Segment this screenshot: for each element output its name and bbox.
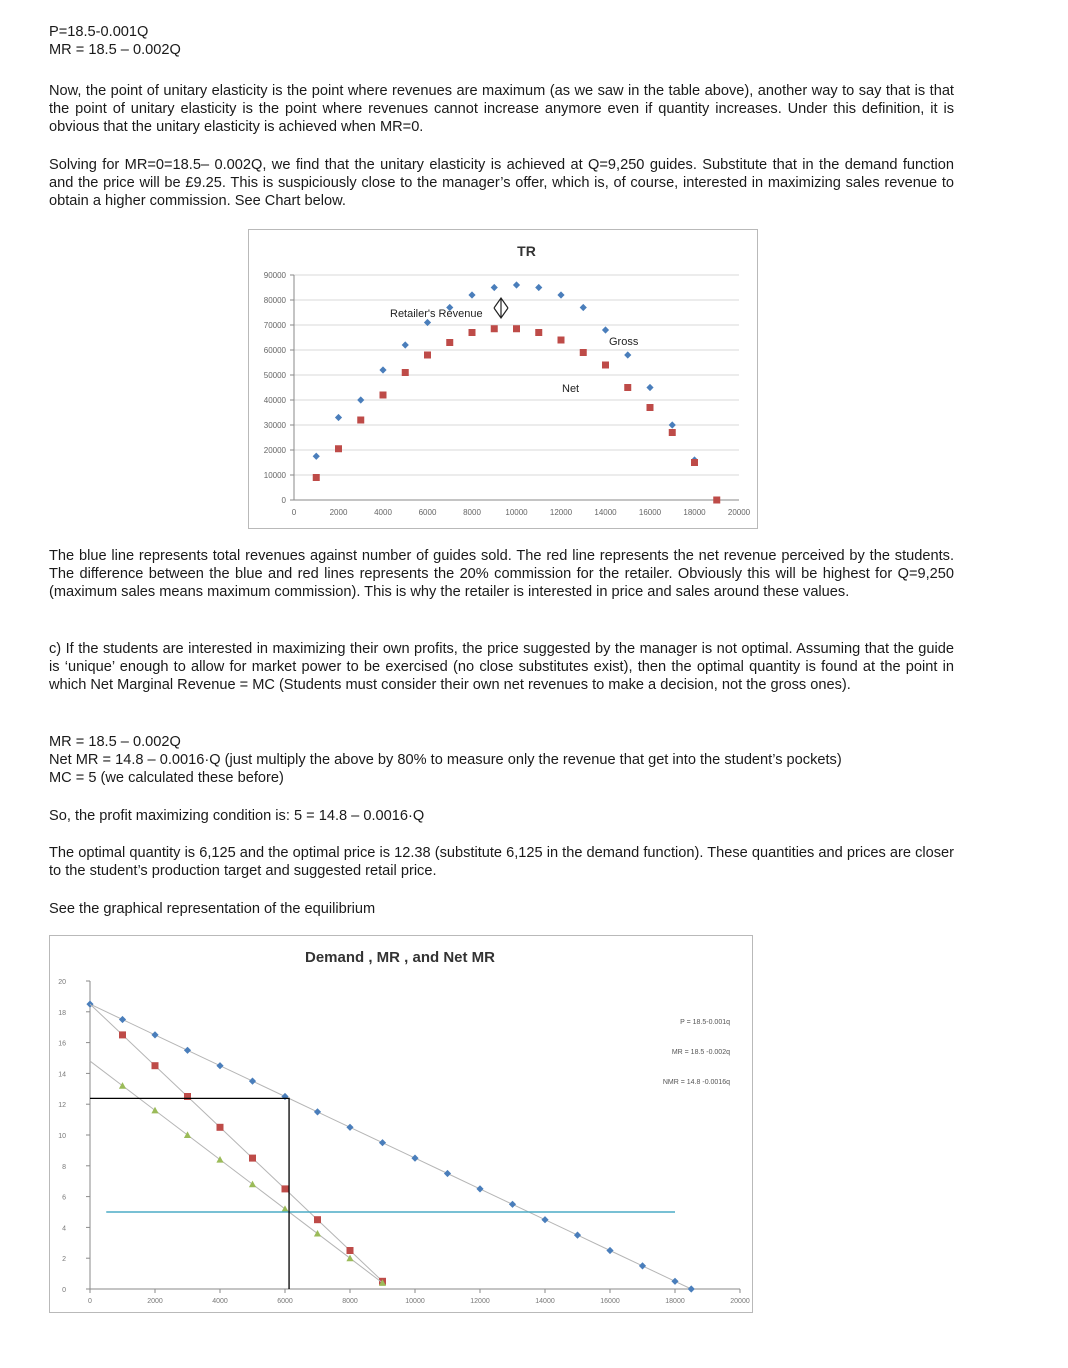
x-tick-label: 2000 xyxy=(147,1298,163,1305)
y-tick-label: 70000 xyxy=(263,321,286,330)
x-tick-label: 6000 xyxy=(418,508,437,517)
y-tick-label: 60000 xyxy=(263,346,286,355)
demand-point xyxy=(411,1155,418,1162)
y-tick-label: 14 xyxy=(58,1071,66,1079)
demand-equation: P=18.5-0.001Q xyxy=(49,24,149,40)
y-tick-label: 0 xyxy=(62,1287,66,1294)
paragraph-unitary-elasticity: Now, the point of unitary elasticity is the point where revenues are maximum (as we saw in the table above), another way to say that is that the point of unitary elasticity is the point where revenues cannot increase anymore even if quantity increases. Under this definition, it is obvious that the unitary elasticity is achieved when MR=0. xyxy=(49,83,954,136)
gross-point xyxy=(557,291,564,298)
x-tick-label: 18000 xyxy=(665,1298,685,1305)
gross-point xyxy=(535,284,542,291)
equilibrium-lines xyxy=(90,1098,289,1289)
net-point xyxy=(357,417,364,424)
gross-point xyxy=(379,366,386,373)
net-mr-line: Net MR = 14.8 – 0.0016·Q (just multiply the above by 80% to measure only the revenue that get into the student’s pockets) xyxy=(49,752,842,768)
net-point xyxy=(446,339,453,346)
net-point xyxy=(380,392,387,399)
gross-point xyxy=(402,341,409,348)
nmr-point xyxy=(119,1082,126,1089)
gross-point xyxy=(357,396,364,403)
mr-point xyxy=(119,1031,126,1038)
x-tick-label: 0 xyxy=(291,508,297,517)
x-tick-label: 20000 xyxy=(730,1298,750,1305)
demand-point xyxy=(574,1232,581,1239)
net-point xyxy=(313,474,320,481)
demand-point xyxy=(444,1170,451,1177)
nmr-point xyxy=(216,1156,223,1163)
double-arrow-icon xyxy=(494,298,508,318)
y-tick-label: 18 xyxy=(58,1009,66,1017)
y-tick-label: 0 xyxy=(281,496,286,505)
y-tick-label: 4 xyxy=(62,1225,66,1233)
mr-line xyxy=(90,1004,383,1281)
x-tick-label: 14000 xyxy=(594,508,617,517)
net-point xyxy=(424,352,431,359)
x-tick-label: 8000 xyxy=(463,508,481,517)
y-tick-label: 10000 xyxy=(263,471,286,480)
demand-point xyxy=(346,1124,353,1131)
x-tick-label: 0 xyxy=(88,1298,92,1305)
mr-point xyxy=(249,1155,256,1162)
x-tick-label: 2000 xyxy=(329,508,348,517)
x-tick-label: 4000 xyxy=(374,508,392,517)
legend-label: NMR = 14.8 -0.0016q xyxy=(662,1079,730,1086)
y-tick-label: 50000 xyxy=(263,371,286,380)
legend-label: P = 18.5-0.001q xyxy=(680,1019,730,1026)
profit-condition: So, the profit maximizing condition is: 5 = 14.8 – 0.0016·Q xyxy=(49,808,425,824)
nmr-point xyxy=(151,1107,158,1114)
annotation-net: Net xyxy=(562,383,580,395)
y-tick-label: 20000 xyxy=(263,446,286,455)
chart-title: Demand , MR , and Net MR xyxy=(304,949,496,966)
net-point xyxy=(580,349,587,356)
y-tick-label: 16 xyxy=(58,1040,66,1048)
nmr-point xyxy=(249,1181,256,1188)
y-tick-label: 30000 xyxy=(263,421,286,430)
y-tick-label: 2 xyxy=(62,1256,66,1264)
x-tick-label: 6000 xyxy=(277,1298,293,1305)
paragraph-solving-mr: Solving for MR=0=18.5– 0.002Q, we find that the unitary elasticity is achieved at Q=9,250 guides. Substitute that in the demand function and the price will be £9.25. This is suspiciously close to the manager’s offer, which is, of course, interested in maximizing sales revenue to obtain a higher commission. See Chart below. xyxy=(49,157,954,210)
demand-point xyxy=(281,1093,288,1100)
x-tick-label: 12000 xyxy=(470,1298,490,1305)
y-tick-label: 12 xyxy=(58,1102,66,1110)
gross-point xyxy=(513,281,520,288)
paragraph-blue-red-lines: The blue line represents total revenues against number of guides sold. The red line represents the net revenue perceived by the students. The difference between the blue and red lines represents the 20% commission for the retailer. Obviously this will be highest for Q=9,250 (maximum sales means maximum commission). This is why the retailer is interested in price and sales around these values. xyxy=(49,548,954,601)
graphical-intro: See the graphical representation of the equilibrium xyxy=(49,901,376,917)
nmr-point xyxy=(281,1205,288,1212)
paragraph-optimal-quantity: The optimal quantity is 6,125 and the optimal price is 12.38 (substitute 6,125 in the demand function). These quantities and prices are closer to the student’s production target and suggested retail price. xyxy=(49,845,954,880)
gross-point xyxy=(602,326,609,333)
demand-point xyxy=(688,1285,695,1292)
x-tick-label: 10000 xyxy=(505,508,528,517)
demand-line xyxy=(90,1004,691,1289)
net-point xyxy=(647,404,654,411)
mr-point xyxy=(282,1185,289,1192)
mr-point xyxy=(152,1062,159,1069)
x-tick-label: 4000 xyxy=(212,1298,228,1305)
mr-equation: MR = 18.5 – 0.002Q xyxy=(49,42,181,58)
demand-point xyxy=(671,1278,678,1285)
net-point xyxy=(691,459,698,466)
gross-point xyxy=(669,421,676,428)
legend-label: MR = 18.5 -0.002q xyxy=(671,1049,730,1056)
mr-line: MR = 18.5 – 0.002Q xyxy=(49,734,181,750)
mr-point xyxy=(347,1247,354,1254)
net-point xyxy=(402,369,409,376)
demand-point xyxy=(606,1247,613,1254)
nmr-point xyxy=(184,1131,191,1138)
y-tick-label: 40000 xyxy=(263,396,286,405)
net-point xyxy=(713,497,720,504)
x-tick-label: 8000 xyxy=(342,1298,358,1305)
demand-point xyxy=(184,1047,191,1054)
gross-point xyxy=(624,351,631,358)
demand-mr-chart xyxy=(49,935,753,1313)
demand-point xyxy=(639,1262,646,1269)
net-point xyxy=(469,329,476,336)
demand-point xyxy=(509,1201,516,1208)
demand-point xyxy=(476,1185,483,1192)
demand-point xyxy=(249,1078,256,1085)
annotation-gross: Gross xyxy=(609,336,639,348)
net-point xyxy=(535,329,542,336)
net-point xyxy=(558,337,565,344)
gross-point xyxy=(335,414,342,421)
tr-chart xyxy=(248,229,758,529)
x-tick-label: 16000 xyxy=(600,1298,620,1305)
net-point xyxy=(669,429,676,436)
chart-title: TR xyxy=(517,243,536,259)
y-tick-label: 8 xyxy=(62,1163,66,1171)
demand-point xyxy=(151,1031,158,1038)
nmr-point xyxy=(314,1230,321,1237)
y-tick-label: 20 xyxy=(58,979,66,986)
mr-point xyxy=(217,1124,224,1131)
demand-point xyxy=(379,1139,386,1146)
net-point xyxy=(491,325,498,332)
gross-point xyxy=(313,453,320,460)
net-point xyxy=(335,445,342,452)
x-tick-label: 18000 xyxy=(683,508,706,517)
paragraph-profit-max: c) If the students are interested in maximizing their own profits, the price suggested by the manager is not optimal. Assuming that the guide is ‘unique’ enough to allow for market power to be exercised (no close substitutes exist), then the optimal quantity is found at the point in which Net Marginal Revenue = MC (Students must consider their own net revenues to make a decision, not the gross ones). xyxy=(49,641,954,694)
y-tick-label: 80000 xyxy=(263,296,286,305)
mc-line: MC = 5 (we calculated these before) xyxy=(49,770,284,786)
annotation-retailer-revenue: Retailer's Revenue xyxy=(390,308,483,320)
gross-point xyxy=(580,304,587,311)
nmr-point xyxy=(346,1255,353,1262)
net-point xyxy=(624,384,631,391)
x-tick-label: 10000 xyxy=(405,1298,425,1305)
y-tick-label: 10 xyxy=(58,1133,66,1140)
x-tick-label: 20000 xyxy=(727,508,751,517)
demand-point xyxy=(119,1016,126,1023)
gross-point xyxy=(468,291,475,298)
y-tick-label: 6 xyxy=(62,1194,66,1202)
gross-point xyxy=(491,284,498,291)
net-point xyxy=(602,362,609,369)
y-tick-label: 90000 xyxy=(263,271,286,280)
demand-point xyxy=(314,1108,321,1115)
nmr-line xyxy=(90,1061,383,1283)
x-tick-label: 14000 xyxy=(535,1298,555,1305)
x-tick-label: 12000 xyxy=(549,508,573,517)
mr-point xyxy=(314,1216,321,1223)
x-tick-label: 16000 xyxy=(638,508,662,517)
gross-point xyxy=(646,384,653,391)
demand-point xyxy=(541,1216,548,1223)
net-point xyxy=(513,325,520,332)
demand-point xyxy=(216,1062,223,1069)
